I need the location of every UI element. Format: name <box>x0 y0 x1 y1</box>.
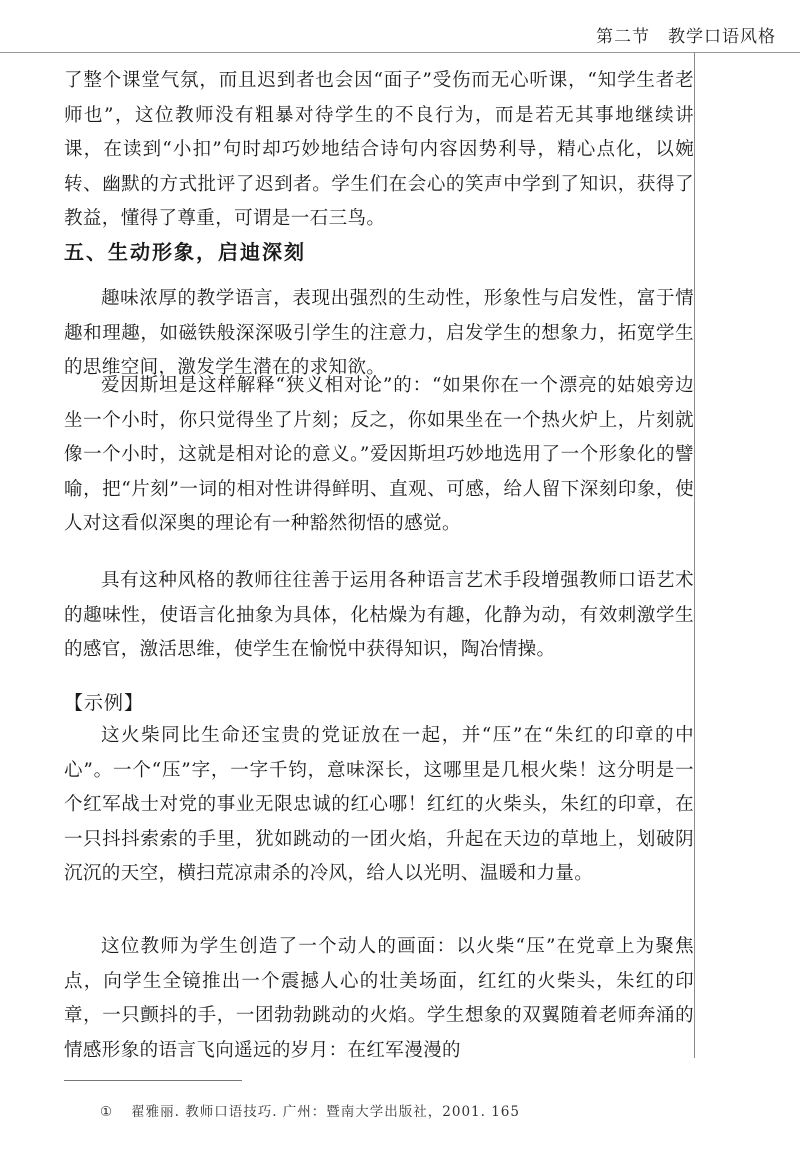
right-margin-rule <box>694 52 695 1058</box>
footnote <box>100 1100 520 1120</box>
paragraph-einstein: 爱因斯坦是这样解释“狭义相对论”的：“如果你在一个漂亮的姑娘旁边坐一个小时，你只觉得坐了片刻；反之，你如果坐在一个热火炉上，片刻就像一个小时，这就是相对论的意义。”爱因斯坦巧妙地选用了一个形象化的譬喻，把“片刻”一词的相对性讲得鲜明、直观、可感，给人留下深刻印象，使人对这看似深奥的理论有一种豁然彻悟的感觉。 <box>64 375 694 535</box>
footnote-divider <box>64 1080 242 1081</box>
example-label: 【示例】 <box>64 692 145 714</box>
section-heading: 五、生动形象，启迪深刻 <box>64 240 306 264</box>
paragraph-example: 这火柴同比生命还宝贵的党证放在一起，并“压”在“朱红的印章的中心”。一个“压”字，一字千钧，意味深长，这哪里是几根火柴！这分明是一个红军战士对党的事业无限忠诚的红心哪！红红的火柴头，朱红的印章，在一只抖抖索索的手里，犹如跳动的一团火焰，升起在天边的草地上，划破阴沉沉的天空，横扫荒凉肃杀的冷风，给人以光明、温暖和力量。 <box>64 725 694 885</box>
paragraph-intro: 趣味浓厚的教学语言，表现出强烈的生动性，形象性与启发性，富于情趣和理趣，如磁铁般深深吸引学生的注意力，启发学生的想象力，拓宽学生的思维空间，激发学生潜在的求知欲。 <box>64 288 694 379</box>
footnote-mark: ① <box>100 1104 114 1120</box>
header-divider <box>0 52 800 53</box>
paragraph-style-summary: 具有这种风格的教师往往善于运用各种语言艺术手段增强教师口语艺术的趣味性，使语言化抽象为具体，化枯燥为有趣，化静为动，有效刺激学生的感官，激活思维，使学生在愉悦中获得知识，陶冶情操。 <box>64 570 694 661</box>
running-header-title: 第二节 教学口语风格 <box>596 27 776 47</box>
paragraph-continued: 了整个课堂气氛，而且迟到者也会因“面子”受伤而无心听课，“知学生者老师也”，这位教师没有粗暴对待学生的不良行为，而是若无其事地继续讲课，在读到“小扣”句时却巧妙地结合诗句内容因势利导，精心点化，以婉转、幽默的方式批评了迟到者。学生们在会心的笑声中学到了知识，获得了教益，懂得了尊重，可谓是一石三鸟。 <box>64 70 694 230</box>
footnote-text: 翟雅丽. 教师口语技巧. 广州：暨南大学出版社，2001. 165 <box>131 1104 520 1120</box>
paragraph-analysis: 这位教师为学生创造了一个动人的画面：以火柴“压”在党章上为聚焦点，向学生全镜推出一个震撼人心的壮美场面，红红的火柴头，朱红的印章，一只颤抖的手，一团勃勃跳动的火焰。学生想象的双翼随着老师奔涌的情感形象的语言飞向遥远的岁月：在红军漫漫的 <box>64 936 694 1061</box>
